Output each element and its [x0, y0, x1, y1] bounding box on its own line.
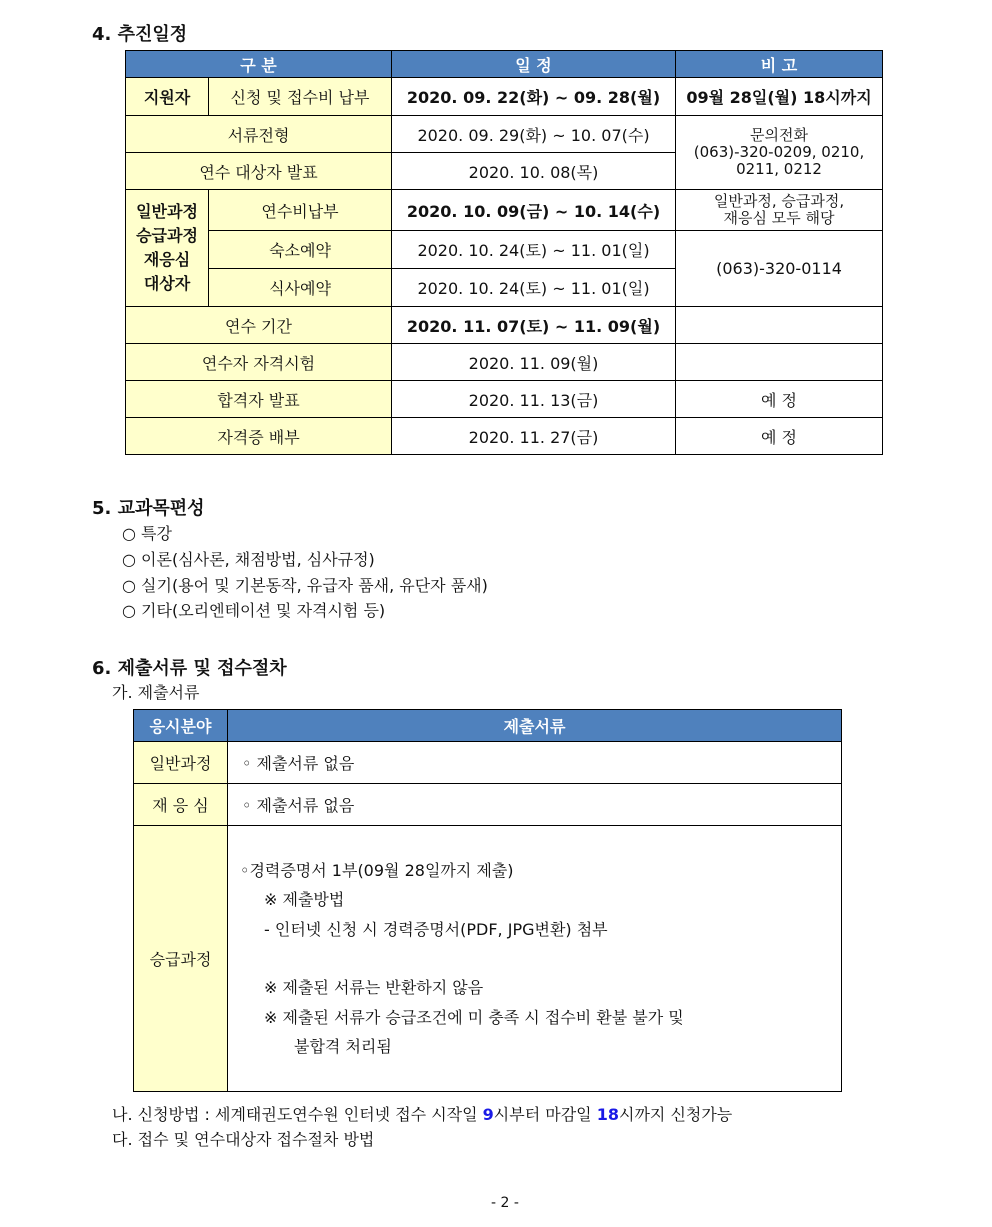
subsection-c-procedure: 다. 접수 및 연수대상자 접수절차 방법	[112, 1130, 375, 1149]
date-apply: 2020. 09. 22(화) ~ 09. 28(월)	[392, 78, 676, 116]
item-document-review: 서류전형	[126, 116, 392, 153]
item-announce-trainees: 연수 대상자 발표	[126, 153, 392, 190]
curriculum-item-4: ○ 기타(오리엔테이션 및 자격시험 등)	[122, 601, 386, 620]
note-fee-applies-1: 일반과정, 승급과정,	[713, 192, 845, 210]
header-schedule: 일 정	[392, 51, 676, 78]
group-applicant: 지원자	[126, 78, 209, 116]
group-re-exam: 재응심	[143, 250, 191, 269]
item-meal: 식사예약	[209, 269, 392, 307]
date-certificate: 2020. 11. 27(금)	[392, 418, 676, 455]
docs-line-no-refund: ※ 제출된 서류가 승급조건에 미 충족 시 접수비 환불 불가 및	[264, 1007, 684, 1027]
docs-line-certificate: ◦경력증명서 1부(09월 28일까지 제출)	[240, 860, 514, 880]
note-contact-numbers-1: (063)-320-0209, 0210,	[693, 143, 865, 161]
curriculum-item-2: ○ 이론(심사론, 채점방법, 심사규정)	[122, 550, 375, 569]
docs-general: ◦ 제출서류 없음	[228, 742, 842, 784]
subsection-b-application-method	[112, 1102, 732, 1125]
application-method-prefix: 나. 신청방법 : 세계태권도연수원 인터넷 접수 시작일	[112, 1105, 483, 1124]
application-method-suffix: 시까지 신청가능	[618, 1105, 733, 1124]
group-general: 일반과정	[136, 202, 198, 221]
item-pass-announcement: 합격자 발표	[126, 381, 392, 418]
group-promotion: 승급과정	[136, 226, 198, 245]
docs-line-spacer	[240, 944, 841, 973]
note-planned-1: 예 정	[676, 381, 883, 418]
date-qualification-exam: 2020. 11. 09(월)	[392, 344, 676, 381]
note-lodging-phone: (063)-320-0114	[676, 231, 883, 307]
page-number: - 2 -	[491, 1195, 519, 1211]
note-fee-applies	[676, 190, 883, 231]
note-fee-applies-2: 재응심 모두 해당	[723, 209, 835, 227]
note-contact-numbers-2: 0211, 0212	[736, 160, 822, 178]
note-contact-label: 문의전화	[750, 126, 808, 144]
date-document-review: 2020. 09. 29(화) ~ 10. 07(수)	[392, 116, 676, 153]
docs-line-fail: 불합격 처리됨	[294, 1037, 392, 1056]
date-training-period: 2020. 11. 07(토) ~ 11. 09(월)	[392, 307, 676, 344]
docs-line-no-return: ※ 제출된 서류는 반환하지 않음	[264, 978, 484, 997]
note-apply-deadline: 09월 28일(월) 18시까지	[676, 78, 883, 116]
subsection-a-title: 가. 제출서류	[112, 683, 200, 702]
section-6-title: 6. 제출서류 및 접수절차	[92, 658, 287, 679]
item-lodging: 숙소예약	[209, 231, 392, 269]
note-empty-1	[676, 307, 883, 344]
date-pass-announcement: 2020. 11. 13(금)	[392, 381, 676, 418]
docs-re-exam: ◦ 제출서류 없음	[228, 784, 842, 826]
field-re-exam: 재 응 심	[134, 784, 228, 826]
date-meal: 2020. 10. 24(토) ~ 11. 01(일)	[392, 269, 676, 307]
item-certificate: 자격증 배부	[126, 418, 392, 455]
application-method-mid: 시부터 마감일	[493, 1105, 597, 1124]
header-documents: 제출서류	[228, 710, 842, 742]
date-fee-payment: 2020. 10. 09(금) ~ 10. 14(수)	[392, 190, 676, 231]
documents-table	[133, 709, 842, 1092]
item-apply-pay: 신청 및 접수비 납부	[209, 78, 392, 116]
item-fee-payment: 연수비납부	[209, 190, 392, 231]
header-field: 응시분야	[134, 710, 228, 742]
group-trainees	[126, 190, 209, 307]
group-target: 대상자	[143, 274, 191, 293]
section-4-title: 4. 추진일정	[92, 24, 188, 45]
application-end-hour: 18	[596, 1105, 619, 1124]
field-promotion: 승급과정	[134, 826, 228, 1092]
docs-line-method-heading: ※ 제출방법	[264, 890, 345, 909]
schedule-table	[125, 50, 883, 455]
docs-line-method-detail: - 인터넷 신청 시 경력증명서(PDF, JPG변환) 첨부	[264, 919, 608, 939]
item-training-period: 연수 기간	[126, 307, 392, 344]
item-qualification-exam: 연수자 자격시험	[126, 344, 392, 381]
field-general: 일반과정	[134, 742, 228, 784]
note-contact-phone	[676, 116, 883, 190]
application-start-hour: 9	[482, 1105, 494, 1124]
docs-promotion	[228, 826, 842, 1092]
header-note: 비 고	[676, 51, 883, 78]
header-category: 구 분	[126, 51, 392, 78]
note-planned-2: 예 정	[676, 418, 883, 455]
note-empty-2	[676, 344, 883, 381]
curriculum-item-3: ○ 실기(용어 및 기본동작, 유급자 품새, 유단자 품새)	[122, 576, 488, 595]
date-announce-trainees: 2020. 10. 08(목)	[392, 153, 676, 190]
section-5-title: 5. 교과목편성	[92, 498, 205, 519]
curriculum-item-1: ○ 특강	[122, 524, 172, 543]
date-lodging: 2020. 10. 24(토) ~ 11. 01(일)	[392, 231, 676, 269]
